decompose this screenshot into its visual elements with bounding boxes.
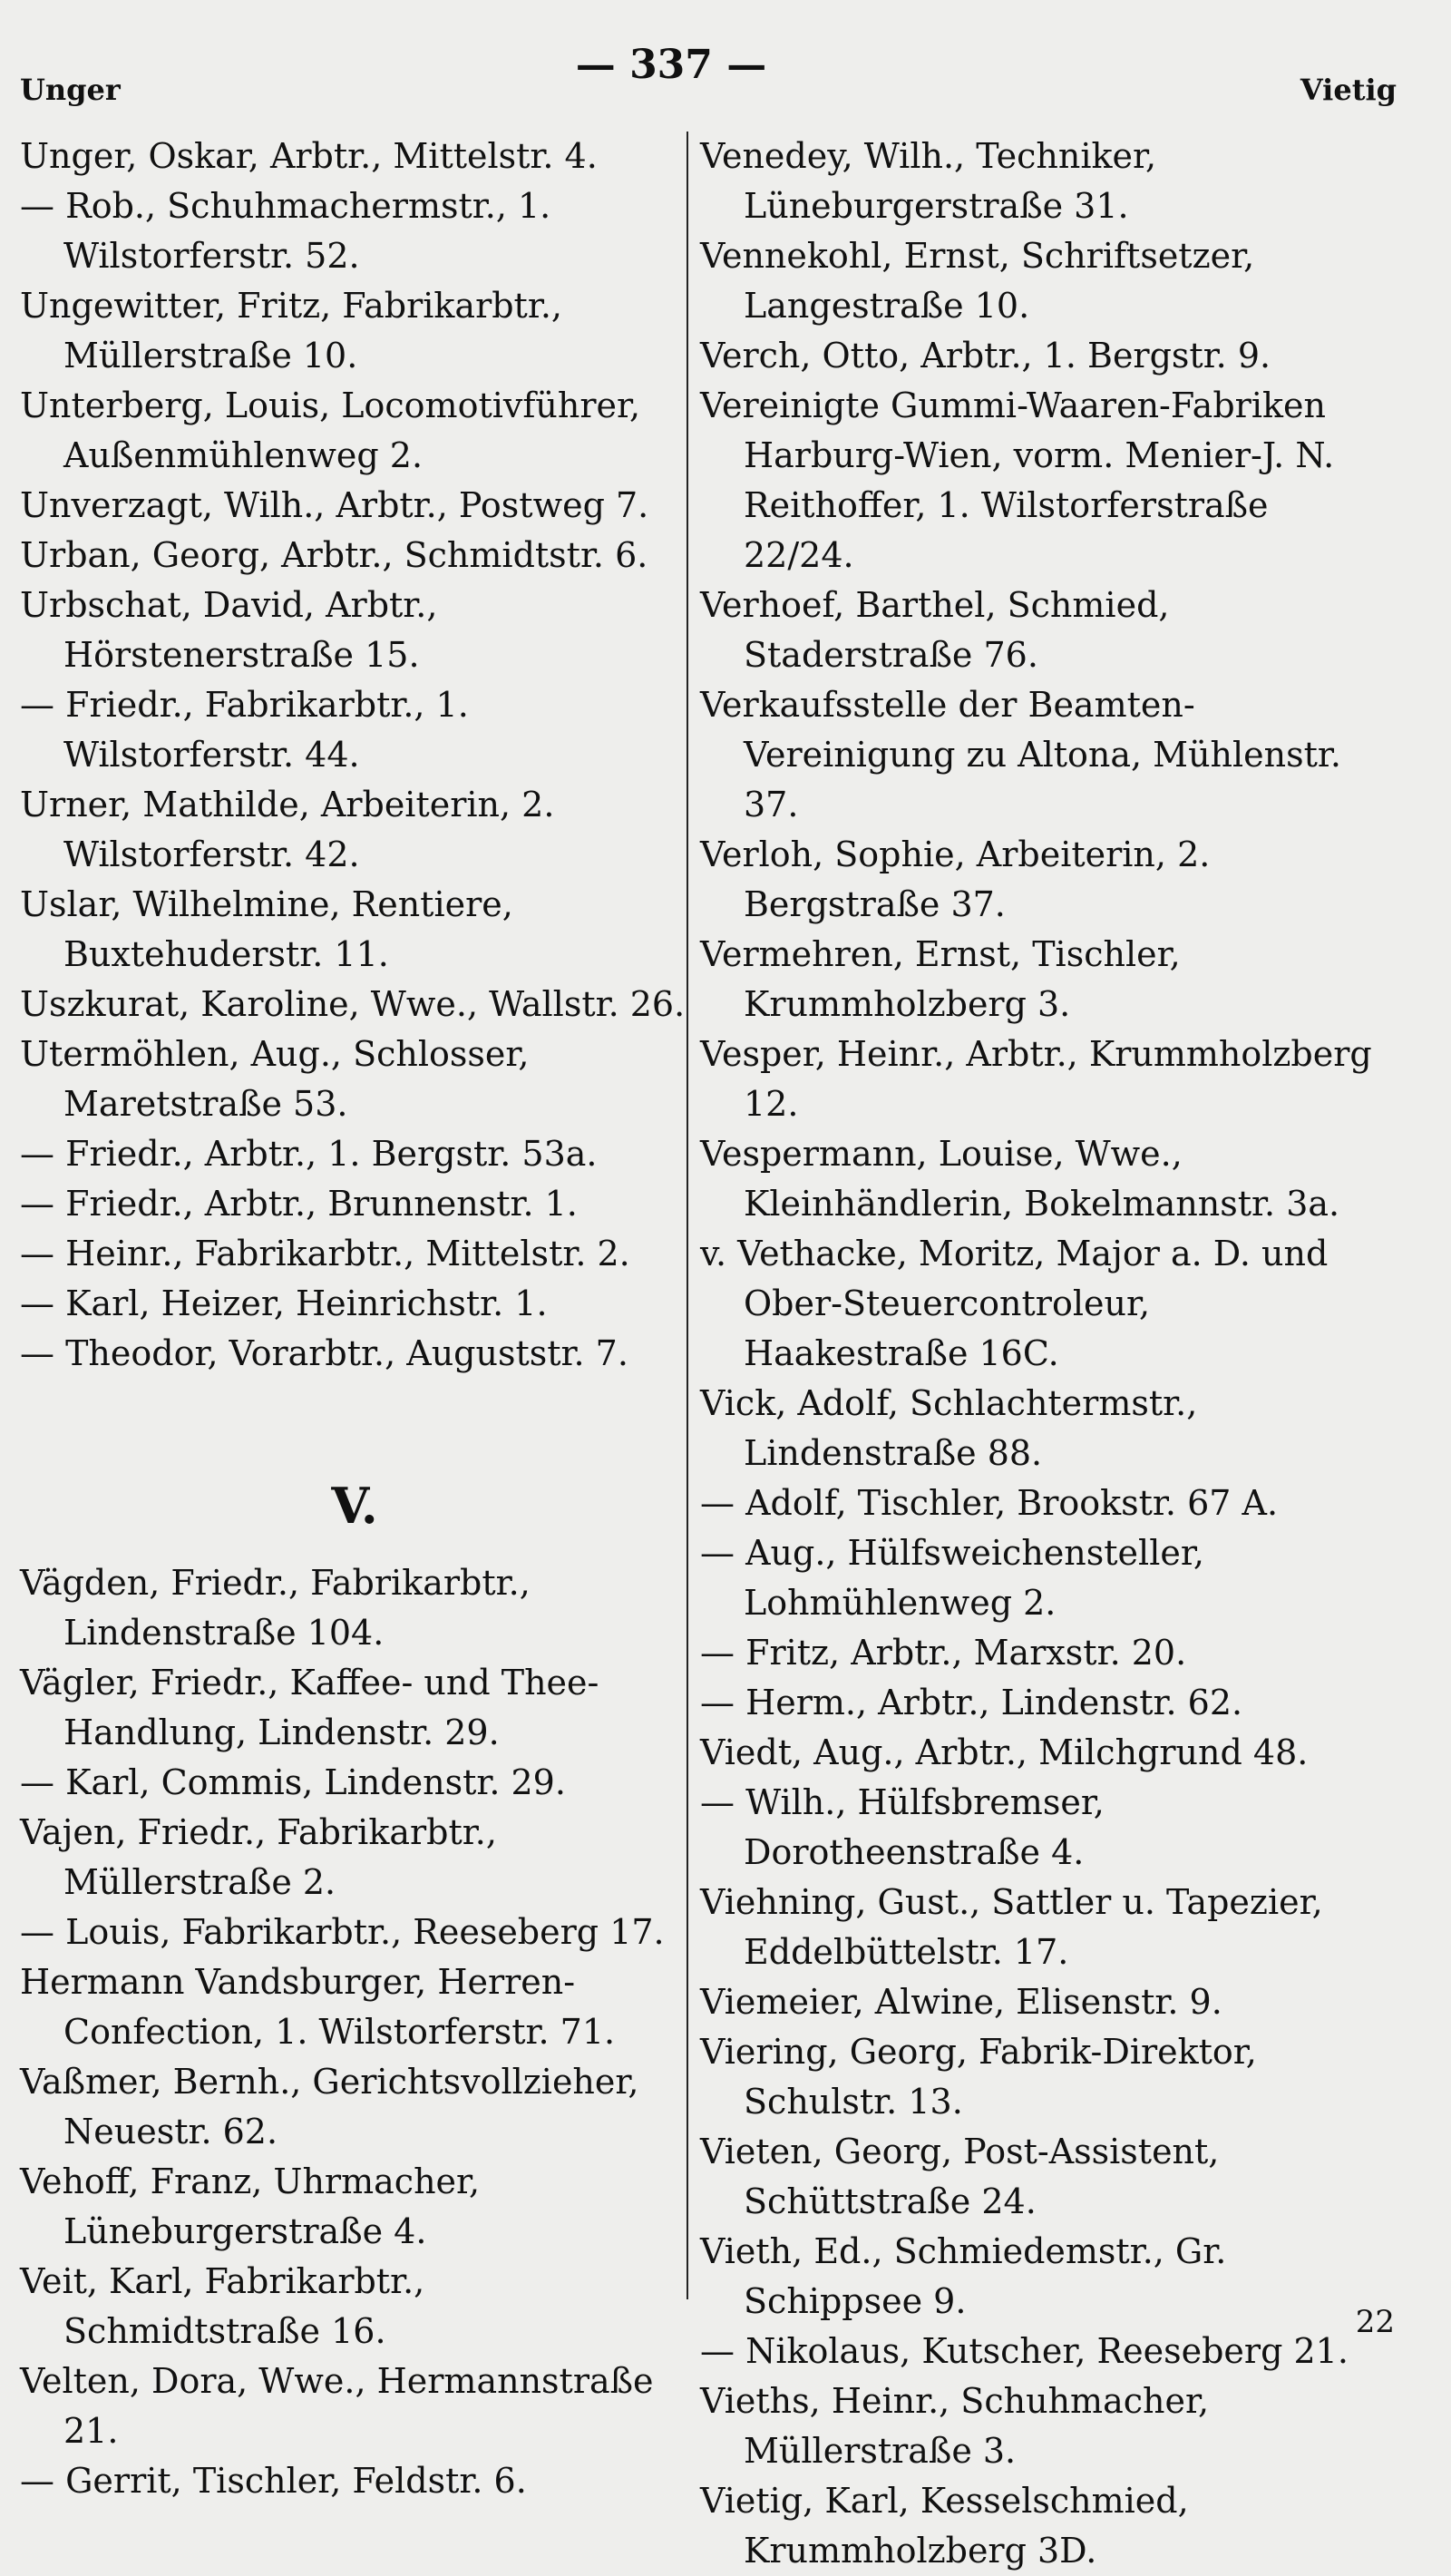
directory-entry: Viering, Georg, Fabrik-Direktor, Schulstr. 13.: [700, 2032, 1257, 2122]
page-number: — 337 —: [575, 42, 767, 88]
left-entries-v: [20, 1558, 689, 2506]
left-entries-u: [20, 132, 689, 1379]
right-column: [700, 132, 1378, 2576]
directory-entry: Venedey, Wilh., Techniker, Lüneburgerstraße 31.: [700, 136, 1157, 226]
directory-entry: Unterberg, Louis, Locomotivführer, Außenmühlenweg 2.: [20, 385, 641, 475]
directory-entry: Velten, Dora, Wwe., Hermannstraße 21.: [20, 2361, 654, 2451]
directory-entry: Unger, Oskar, Arbtr., Mittelstr. 4.: [20, 136, 598, 176]
directory-entry: — Friedr., Arbtr., Brunnenstr. 1.: [20, 1184, 578, 1224]
directory-entry: — Friedr., Fabrikarbtr., 1. Wilstorferstr. 44.: [20, 685, 469, 775]
directory-entry: Vespermann, Louise, Wwe., Kleinhändlerin, Bokelmannstr. 3a.: [700, 1134, 1340, 1224]
directory-entry: Veit, Karl, Fabrikarbtr., Schmidtstraße 16.: [20, 2261, 425, 2351]
directory-entry: — Wilh., Hülfsbremser, Dorotheenstraße 4.: [700, 1782, 1105, 1872]
left-running-head: Unger: [20, 73, 121, 107]
directory-entry: — Theodor, Vorarbtr., Auguststr. 7.: [20, 1333, 628, 1373]
directory-entry: — Nikolaus, Kutscher, Reeseberg 21.: [700, 2331, 1349, 2371]
directory-entry: Vaßmer, Bernh., Gerichtsvollzieher, Neuestr. 62.: [20, 2062, 639, 2152]
directory-entry: — Adolf, Tischler, Brookstr. 67 A.: [700, 1483, 1279, 1523]
column-divider: [687, 132, 688, 2299]
page-header: [0, 36, 1451, 107]
right-entries: [700, 132, 1378, 2576]
directory-entry: Vieth, Ed., Schmiedemstr., Gr. Schippsee 9.: [700, 2231, 1227, 2321]
directory-entry: Viemeier, Alwine, Elisenstr. 9.: [700, 1982, 1222, 2022]
directory-entry: Viehning, Gust., Sattler u. Tapezier, Eddelbüttelstr. 17.: [700, 1882, 1323, 1972]
directory-entry: Utermöhlen, Aug., Schlosser, Maretstraße 53.: [20, 1034, 530, 1124]
right-running-head: Vietig: [1300, 73, 1397, 107]
directory-entry: Vajen, Friedr., Fabrikarbtr., Müllerstraße 2.: [20, 1812, 497, 1902]
directory-entry: Verloh, Sophie, Arbeiterin, 2. Bergstraße 37.: [700, 834, 1211, 924]
sheet-signature: 22: [1355, 2304, 1395, 2340]
directory-entry: Unverzagt, Wilh., Arbtr., Postweg 7.: [20, 485, 649, 525]
directory-entry: — Karl, Heizer, Heinrichstr. 1.: [20, 1283, 548, 1323]
directory-entry: Urban, Georg, Arbtr., Schmidtstr. 6.: [20, 535, 648, 575]
left-column: [20, 132, 689, 2506]
directory-entry: — Fritz, Arbtr., Marxstr. 20.: [700, 1633, 1187, 1673]
directory-entry: Vieten, Georg, Post-Assistent, Schüttstraße 24.: [700, 2132, 1220, 2221]
directory-entry: Vennekohl, Ernst, Schriftsetzer, Langestraße 10.: [700, 236, 1255, 326]
directory-entry: Vägden, Friedr., Fabrikarbtr., Lindenstraße 104.: [20, 1563, 531, 1653]
directory-entry: Urbschat, David, Arbtr., Hörstenerstraße 15.: [20, 585, 438, 675]
directory-entry: Vägler, Friedr., Kaffee- und Thee-Handlung, Lindenstr. 29.: [20, 1663, 599, 1752]
directory-entry: Vieths, Heinr., Schuhmacher, Müllerstraße 3.: [700, 2381, 1210, 2471]
directory-entry: Urner, Mathilde, Arbeiterin, 2. Wilstorferstr. 42.: [20, 785, 555, 874]
directory-entry: Vermehren, Ernst, Tischler, Krummholzberg 3.: [700, 934, 1181, 1024]
directory-entry: Vesper, Heinr., Arbtr., Krummholzberg 12.: [700, 1034, 1372, 1124]
directory-entry: — Heinr., Fabrikarbtr., Mittelstr. 2.: [20, 1234, 630, 1273]
directory-entry: — Gerrit, Tischler, Feldstr. 6.: [20, 2461, 527, 2501]
directory-entry: — Louis, Fabrikarbtr., Reeseberg 17.: [20, 1912, 665, 1952]
directory-entry: Viedt, Aug., Arbtr., Milchgrund 48.: [700, 1732, 1309, 1772]
directory-entry: Vietig, Karl, Kesselschmied, Krummholzberg 3D.: [700, 2481, 1189, 2571]
directory-entry: Vereinigte Gummi-Waaren-Fabriken Harburg-Wien, vorm. Menier-J. N. Reithoffer, 1. Wilstorferstraße 22/24.: [700, 385, 1335, 575]
directory-entry: — Herm., Arbtr., Lindenstr. 62.: [700, 1683, 1243, 1722]
directory-entry: — Karl, Commis, Lindenstr. 29.: [20, 1762, 566, 1802]
directory-entry: Hermann Vandsburger, Herren-Confection, 1. Wilstorferstr. 71.: [20, 1962, 616, 2052]
directory-entry: Uslar, Wilhelmine, Rentiere, Buxtehuderstr. 11.: [20, 884, 513, 974]
directory-entry: Ungewitter, Fritz, Fabrikarbtr., Müllerstraße 10.: [20, 286, 562, 376]
directory-entry: Verch, Otto, Arbtr., 1. Bergstr. 9.: [700, 336, 1271, 376]
directory-entry: Verkaufsstelle der Beamten-Vereinigung zu Altona, Mühlenstr. 37.: [700, 685, 1341, 825]
directory-entry: — Aug., Hülfsweichensteller, Lohmühlenweg 2.: [700, 1533, 1204, 1623]
directory-entry: — Friedr., Arbtr., 1. Bergstr. 53a.: [20, 1134, 598, 1174]
directory-entry: v. Vethacke, Moritz, Major a. D. und Ober-Steuercontroleur, Haakestraße 16C.: [700, 1234, 1329, 1373]
directory-entry: Vick, Adolf, Schlachtermstr., Lindenstraße 88.: [700, 1383, 1198, 1473]
directory-entry: — Rob., Schuhmachermstr., 1. Wilstorferstr. 52.: [20, 186, 551, 276]
section-heading-v: V.: [331, 1477, 378, 1535]
directory-entry: Uszkurat, Karoline, Wwe., Wallstr. 26.: [20, 984, 686, 1024]
directory-entry: Vehoff, Franz, Uhrmacher, Lüneburgerstraße 4.: [20, 2161, 481, 2251]
directory-entry: Verhoef, Barthel, Schmied, Staderstraße 76.: [700, 585, 1170, 675]
